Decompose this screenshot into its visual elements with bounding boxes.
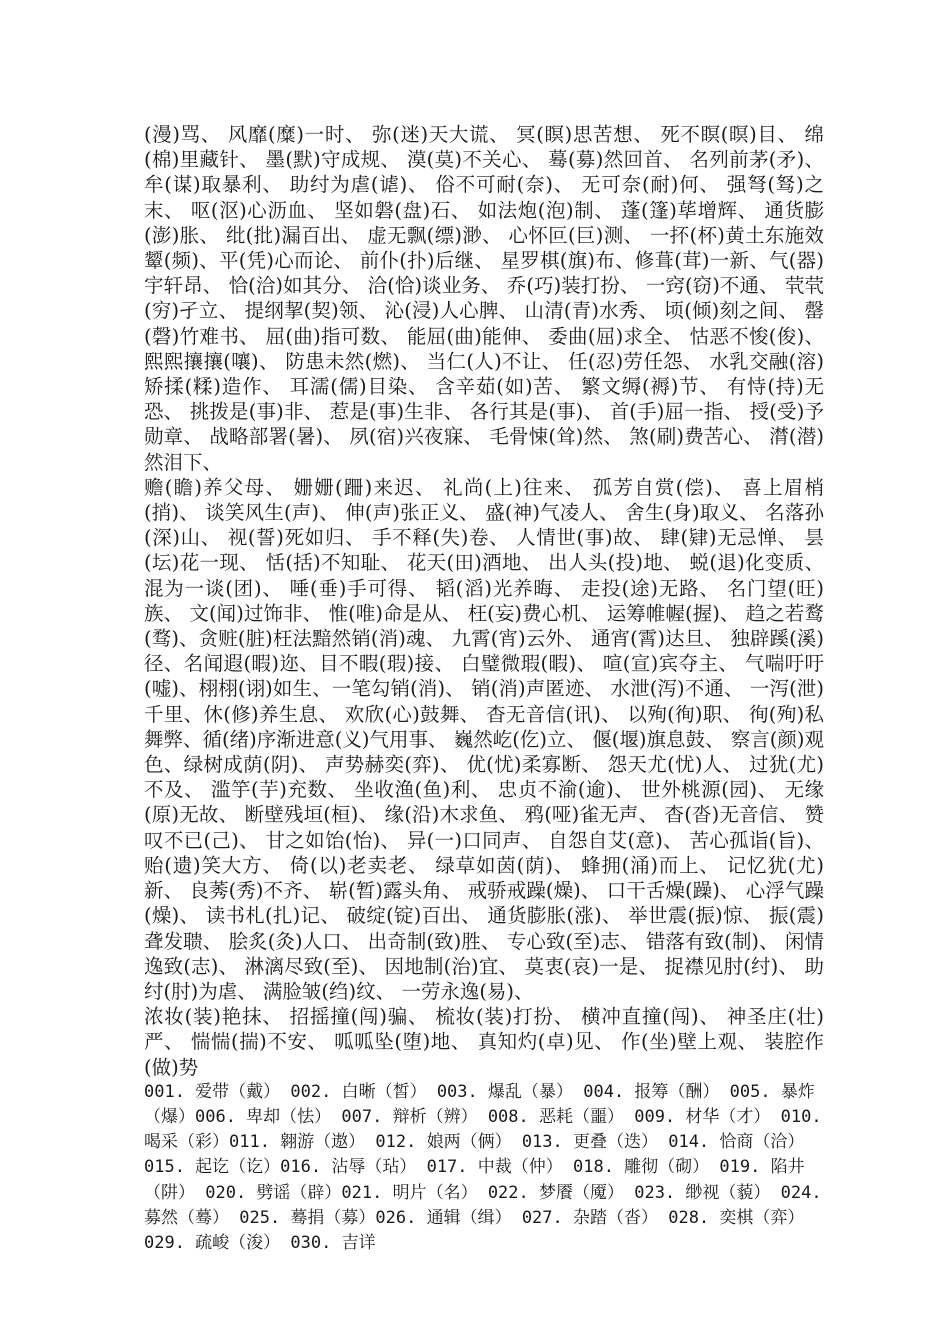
idiom-paragraph-1: (漫)骂、 风靡(糜)一时、 弥(迷)天大谎、 冥(瞑)思苦想、 死不瞑(暝)目、 绵(棉)里藏针、 墨(默)守成规、 漠(莫)不关心、 蓦(募)然回首、 名列前茅(矛)、牟(谋)取暴利、 助纣为虐(谑)、 俗不可耐(奈)、 无可奈(耐)何、 强弩(驽)之末、 呕(沤)心沥血、 坚如磐(盘)石、 如法炮(泡)制、 蓬(篷)荜增辉、 通货膨(澎)胀、 纰(批)漏百出、 虚无飘(缥)渺、 心怀叵(巨)测、 一抔(杯)黄土东施效颦(频)、平(凭)心而论、 前仆(扑)后继、 星罗棋(旗)布、修葺(茸)一新、气(器)宇轩昂、 恰(洽)如其分、 洽(恰)谈业务、 乔(巧)装打扮、 一窍(窃)不通、 茕茕(穷)孑立、 提纲挈(契)领、 沁(浸)人心脾、 山清(青)水秀、 顷(倾)刻之间、 罄(磬)竹难书、 屈(曲)指可数、 能屈(曲)能伸、 委曲(屈)求全、 怙恶不悛(俊)、熙熙攘攘(嚷)、 防患未然(燃)、 当仁(人)不让、 任(忍)劳任怨、 水乳交融(溶)矫揉(糅)造作、 耳濡(儒)目染、 含辛茹(如)苦、 繁文缛(褥)节、 有恃(持)无恐、 挑拨是(事)非、 惹是(事)生非、 各行其是(事)、 首(手)屈一指、 授(受)予勋章、 战略部署(暑)、 夙(宿)兴夜寐、 毛骨悚(耸)然、 煞(刷)费苦心、 潸(潜)然泪下、	[144, 123, 824, 474]
document-body	[144, 122, 824, 1256]
numbered-word-list: 001. 爱带（戴） 002. 白晰（皙） 003. 爆乱（暴） 004. 报筹（酬） 005. 暴炸（爆）006. 卑却（怯） 007. 辩析（辨） 008. 恶耗（噩） 009. 材华（才） 010. 喝采（彩）011. 翱游（遨） 012. 娘两（俩） 013. 更叠（迭） 014. 恰商（洽） 015. 起讫（讫）016. 沾辱（玷） 017. 中裁（仲） 018. 雕彻（砌） 019. 陷井（阱） 020. 劈谣（辟）021. 明片（名） 022. 梦餍（魇） 023. 缈视（藐） 024. 募然（蓦） 025. 蓦捐（募）026. 通辑（缉） 027. 杂踏（沓） 028. 奕棋（弈） 029. 疏峻（浚） 030. 吉详	[144, 1081, 822, 1253]
idiom-paragraph-3: 浓妆(装)艳抹、 招摇撞(闯)骗、 梳妆(装)打扮、 横冲直撞(闯)、 神圣庄(壮)严、 惴惴(揣)不安、 呱呱坠(堕)地、 真知灼(卓)见、 作(坐)壁上观、 装腔作(做)势	[144, 1005, 824, 1079]
idiom-paragraph-2: 赡(瞻)养父母、 姗姗(跚)来迟、 礼尚(上)往来、 孤芳自赏(偿)、 喜上眉梢(捎)、 谈笑风生(声)、 伸(声)张正义、 盛(神)气凌人、 舍生(身)取义、 名落孙(深)山、 视(誓)死如归、 手不释(失)卷、 人情世(事)故、 肆(肄)无忌惮、 昙(坛)花一现、 恬(括)不知耻、 花天(田)酒地、 出人头(投)地、 蜕(退)化变质、 混为一谈(团)、 唾(垂)手可得、 韬(滔)光养晦、 走投(途)无路、 名门望(旺)族、 文(闻)过饰非、 惟(唯)命是从、 枉(妄)费心机、 运筹帷幄(握)、 趋之若鹜(骛)、贪赃(脏)枉法黯然销(消)魂、 九霄(宵)云外、 通宵(霄)达旦、 独辟蹊(溪)径、名闻遐(暇)迩、目不暇(瑕)接、 白璧微瑕(暇)、 喧(宣)宾夺主、 气喘吁吁(嘘)、栩栩(诩)如生、一笔勾销(消)、 销(消)声匿迹、 水泄(泻)不通、 一泻(泄)千里、休(修)养生息、 欢欣(心)鼓舞、 杳无音信(讯)、 以殉(徇)职、 徇(殉)私舞弊、循(绪)序渐进意(义)气用事、 巍然屹(仡)立、 偃(堰)旗息鼓、 察言(颜)观色、绿树成荫(阴)、 声势赫奕(弈)、 优(忧)柔寡断、 怨天尤(忧)人、 过犹(尤)不及、 滥竽(芋)充数、 坐收渔(鱼)利、 忠贞不渝(逾)、 世外桃源(园)、 无缘(原)无故、 断壁残垣(桓)、 缘(沿)木求鱼、 鸦(哑)雀无声、 杳(沓)无音信、 赞叹不已(己)、 甘之如饴(怡)、 异(一)口同声、 自怨自艾(意)、 苦心孤诣(旨)、 贻(遗)笑大方、 倚(以)老卖老、 绿草如茵(荫)、 蜂拥(涌)而上、 记忆犹(尤)新、 良莠(秀)不齐、 崭(暂)露头角、 戒骄戒躁(燥)、 口干舌燥(躁)、 心浮气躁(燥)、 读书札(扎)记、 破绽(锭)百出、 通货膨胀(涨)、 举世震(振)惊、 振(震)聋发聩、 脍炙(灸)人口、 出奇制(致)胜、 专心致(至)志、 错落有致(制)、 闲情逸致(志)、 淋漓尽致(至)、 因地制(治)宜、 莫衷(哀)一是、 捉襟见肘(纣)、 助纣(肘)为虐、 满脸皱(绉)纹、 一劳永逸(易)、	[144, 475, 824, 1003]
